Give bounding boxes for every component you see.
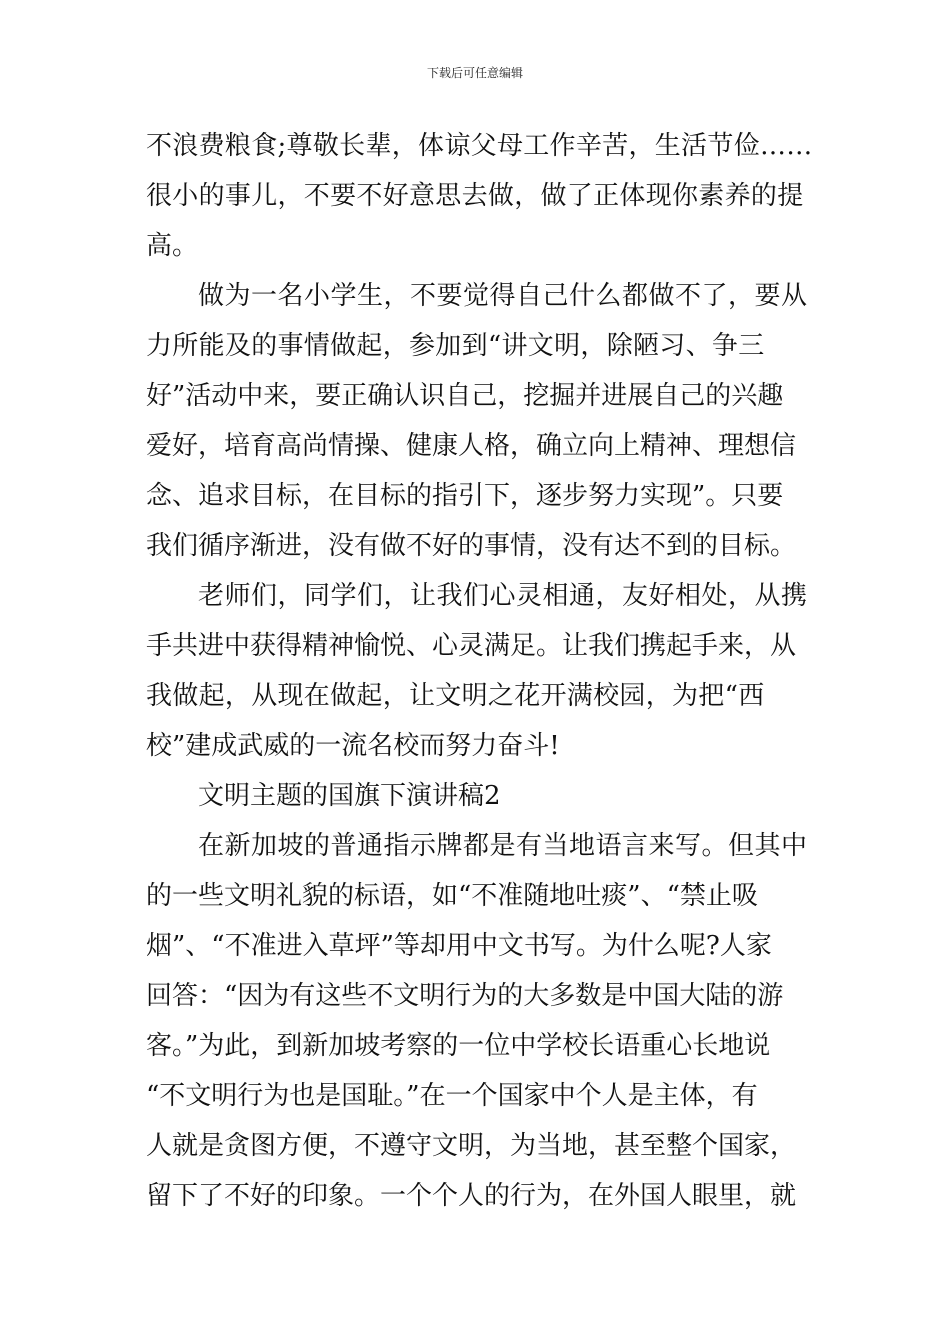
text-line: 手共进中获得精神愉悦、心灵满足。让我们携起手来，从: [146, 631, 797, 661]
text-line: 我做起，从现在做起，让文明之花开满校园，为把“西: [146, 681, 765, 711]
text-line: 好”活动中来，要正确认识自己，挖掘并进展自己的兴趣: [146, 381, 784, 411]
paragraph-first-line: 做为一名小学生，不要觉得自己什么都做不了，要从: [198, 281, 808, 311]
text-line: 念、追求目标，在目标的指引下，逐步努力实现”。只要: [146, 481, 784, 511]
text-line: 爱好，培育高尚情操、健康人格，确立向上精神、理想信: [146, 431, 797, 461]
text-line: 不浪费粮食;尊敬长辈，体谅父母工作辛苦，生活节俭……: [146, 131, 813, 161]
text-line: “不文明行为也是国耻。”在一个国家中个人是主体，有: [146, 1081, 758, 1111]
text-line: 力所能及的事情做起，参加到“讲文明，除陋习、争三: [146, 331, 765, 361]
paragraph-first-line: 老师们，同学们，让我们心灵相通，友好相处，从携: [198, 581, 808, 611]
paragraph-first-line: 在新加坡的普通指示牌都是有当地语言来写。但其中: [198, 831, 808, 861]
text-line: 我们循序渐进，没有做不好的事情，没有达不到的目标。: [146, 531, 797, 561]
text-line: 客。”为此，到新加坡考察的一位中学校长语重心长地说: [146, 1031, 771, 1061]
text-line: 高。: [146, 231, 199, 261]
text-line: 人就是贪图方便，不遵守文明，为当地，甚至整个国家，: [146, 1131, 797, 1161]
text-line: 烟”、“不准进入草坪”等却用中文书写。为什么呢?人家: [146, 931, 772, 961]
section-title: 文明主题的国旗下演讲稿2: [198, 781, 501, 811]
text-line: 校”建成武威的一流名校而努力奋斗!: [146, 731, 560, 761]
text-line: 很小的事儿，不要不好意思去做，做了正体现你素养的提: [146, 181, 804, 211]
page-header-note: 下载后可任意编辑: [426, 66, 523, 80]
text-line: 留下了不好的印象。一个个人的行为，在外国人眼里，就: [146, 1181, 797, 1211]
text-line: 回答：“因为有这些不文明行为的大多数是中国大陆的游: [146, 981, 784, 1011]
text-line: 的一些文明礼貌的标语，如“不准随地吐痰”、“禁止吸: [146, 881, 758, 911]
